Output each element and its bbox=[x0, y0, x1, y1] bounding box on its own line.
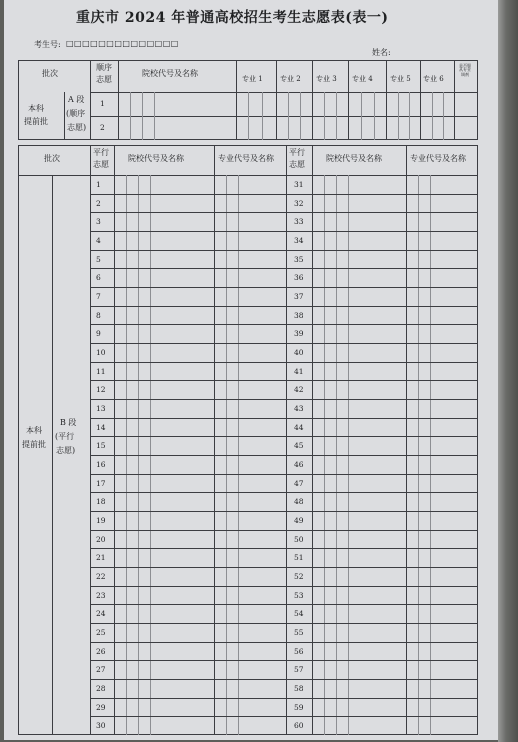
table-row-line bbox=[90, 343, 478, 344]
a-segment-2: (顺序 bbox=[66, 109, 86, 118]
b-segment-3: 志愿) bbox=[56, 446, 76, 455]
b-right-row-number: 39 bbox=[294, 329, 304, 338]
b-left-row-number: 6 bbox=[96, 273, 101, 282]
table-row-line bbox=[90, 250, 478, 251]
a-segment-3: 志愿) bbox=[67, 123, 87, 132]
b-right-row-number: 34 bbox=[294, 236, 304, 245]
table-row-line bbox=[90, 492, 478, 493]
b-right-row-number: 32 bbox=[294, 199, 304, 208]
b-header-parallel-1: 平行 bbox=[93, 148, 109, 157]
b-right-row-number: 43 bbox=[294, 404, 304, 413]
a-header-major-3: 专业 3 bbox=[316, 75, 337, 83]
b-right-row-number: 58 bbox=[294, 684, 304, 693]
b-right-row-number: 53 bbox=[294, 591, 304, 600]
b-header-major-left: 专业代号及名称 bbox=[218, 154, 274, 163]
b-right-row-number: 33 bbox=[294, 217, 304, 226]
b-left-row-number: 27 bbox=[96, 665, 106, 674]
table-row-line bbox=[90, 231, 478, 232]
b-left-row-number: 22 bbox=[96, 572, 106, 581]
table-row-line bbox=[90, 474, 478, 475]
b-header-parallel-right-2: 志愿 bbox=[289, 160, 305, 169]
b-left-row-number: 9 bbox=[96, 329, 101, 338]
b-left-row-number: 17 bbox=[96, 479, 106, 488]
b-left-row-number: 30 bbox=[96, 721, 106, 730]
b-right-row-number: 55 bbox=[294, 628, 304, 637]
b-segment-1: B 段 bbox=[60, 418, 77, 427]
table-row-line bbox=[90, 698, 478, 699]
b-header-parallel-right-1: 平行 bbox=[289, 148, 305, 157]
b-left-row-number: 3 bbox=[96, 217, 101, 226]
a-header-order-1: 顺序 bbox=[96, 63, 112, 72]
b-right-row-number: 35 bbox=[294, 255, 304, 264]
b-segment-2: (平行 bbox=[55, 432, 75, 441]
b-right-row-number: 40 bbox=[294, 348, 304, 357]
b-right-row-number: 52 bbox=[294, 572, 304, 581]
b-right-row-number: 45 bbox=[294, 441, 304, 450]
b-left-row-number: 23 bbox=[96, 591, 106, 600]
table-row-line bbox=[90, 642, 478, 643]
b-header-school-right: 院校代号及名称 bbox=[326, 154, 382, 163]
b-right-row-number: 36 bbox=[294, 273, 304, 282]
table-row-line bbox=[90, 306, 478, 307]
b-left-row-number: 28 bbox=[96, 684, 106, 693]
a-batch-1: 本科 bbox=[28, 104, 44, 113]
form-title: 重庆市 2024 年普通高校招生考生志愿表(表一) bbox=[76, 10, 389, 26]
b-left-row-number: 2 bbox=[96, 199, 101, 208]
b-left-row-number: 29 bbox=[96, 703, 106, 712]
table-row-line bbox=[90, 548, 478, 549]
b-right-row-number: 31 bbox=[294, 180, 304, 189]
b-right-row-number: 42 bbox=[294, 385, 304, 394]
b-left-row-number: 14 bbox=[96, 423, 106, 432]
b-left-row-number: 8 bbox=[96, 311, 101, 320]
b-left-row-number: 24 bbox=[96, 609, 106, 618]
table-b-parallel bbox=[18, 145, 478, 735]
table-row-line bbox=[90, 380, 478, 381]
b-right-row-number: 44 bbox=[294, 423, 304, 432]
a-header-batch: 批次 bbox=[42, 69, 58, 78]
a-header-adjust: 是否服从专业调剂 bbox=[459, 63, 471, 77]
exam-number-label: 考生号: bbox=[34, 40, 61, 49]
b-left-row-number: 19 bbox=[96, 516, 106, 525]
b-left-row-number: 25 bbox=[96, 628, 106, 637]
b-left-row-number: 15 bbox=[96, 441, 106, 450]
table-row-line bbox=[90, 567, 478, 568]
table-row-line bbox=[90, 399, 478, 400]
table-row-line bbox=[90, 362, 478, 363]
a-header-major-6: 专业 6 bbox=[423, 75, 444, 83]
b-right-row-number: 49 bbox=[294, 516, 304, 525]
desk-edge bbox=[498, 0, 518, 742]
b-left-row-number: 13 bbox=[96, 404, 106, 413]
name-label: 姓名: bbox=[372, 48, 391, 57]
b-left-row-number: 20 bbox=[96, 535, 106, 544]
b-left-row-number: 26 bbox=[96, 647, 106, 656]
a-header-major-2: 专业 2 bbox=[280, 75, 301, 83]
table-row-line bbox=[90, 324, 478, 325]
b-right-row-number: 56 bbox=[294, 647, 304, 656]
table-row-line bbox=[90, 679, 478, 680]
b-batch-1: 本科 bbox=[26, 426, 42, 435]
table-row-line bbox=[90, 623, 478, 624]
b-right-row-number: 51 bbox=[294, 553, 304, 562]
b-left-row-number: 11 bbox=[96, 367, 106, 376]
b-right-row-number: 59 bbox=[294, 703, 304, 712]
table-row-line bbox=[90, 604, 478, 605]
b-right-row-number: 38 bbox=[294, 311, 304, 320]
exam-number-boxes[interactable]: □□□□□□□□□□□□□□ bbox=[66, 39, 179, 48]
table-row-line bbox=[90, 268, 478, 269]
b-right-row-number: 41 bbox=[294, 367, 304, 376]
a-header-order-2: 志愿 bbox=[96, 75, 112, 84]
table-row-line bbox=[90, 660, 478, 661]
a-row-number: 2 bbox=[100, 123, 105, 132]
table-row-line bbox=[90, 418, 478, 419]
table-row-line bbox=[90, 455, 478, 456]
a-header-major-4: 专业 4 bbox=[352, 75, 373, 83]
b-header-batch: 批次 bbox=[44, 154, 60, 163]
b-right-row-number: 37 bbox=[294, 292, 304, 301]
a-header-major-5: 专业 5 bbox=[390, 75, 411, 83]
b-left-row-number: 12 bbox=[96, 385, 106, 394]
table-row-line bbox=[90, 716, 478, 717]
b-left-row-number: 7 bbox=[96, 292, 101, 301]
table-a-sequential bbox=[18, 60, 478, 140]
b-right-row-number: 47 bbox=[294, 479, 304, 488]
table-row-line bbox=[90, 586, 478, 587]
name-field[interactable] bbox=[396, 48, 456, 58]
table-row-line bbox=[90, 212, 478, 213]
b-header-school-left: 院校代号及名称 bbox=[128, 154, 184, 163]
b-right-row-number: 54 bbox=[294, 609, 304, 618]
b-right-row-number: 57 bbox=[294, 665, 304, 674]
b-left-row-number: 21 bbox=[96, 553, 106, 562]
b-left-row-number: 4 bbox=[96, 236, 101, 245]
b-right-row-number: 50 bbox=[294, 535, 304, 544]
a-header-major-1: 专业 1 bbox=[242, 75, 263, 83]
b-left-row-number: 1 bbox=[96, 180, 101, 189]
b-header-major-right: 专业代号及名称 bbox=[410, 154, 466, 163]
table-row-line bbox=[90, 436, 478, 437]
b-left-row-number: 16 bbox=[96, 460, 106, 469]
a-segment-1: A 段 bbox=[68, 95, 85, 104]
b-right-row-number: 60 bbox=[294, 721, 304, 730]
b-left-row-number: 10 bbox=[96, 348, 106, 357]
a-batch-2: 提前批 bbox=[24, 117, 48, 126]
b-right-row-number: 46 bbox=[294, 460, 304, 469]
table-row-line bbox=[90, 530, 478, 531]
b-header-parallel-2: 志愿 bbox=[93, 160, 109, 169]
a-header-school: 院校代号及名称 bbox=[142, 69, 198, 78]
b-batch-2: 提前批 bbox=[22, 440, 46, 449]
table-row-line bbox=[90, 287, 478, 288]
a-row-number: 1 bbox=[100, 99, 105, 108]
table-row-line bbox=[90, 194, 478, 195]
b-left-row-number: 5 bbox=[96, 255, 101, 264]
b-left-row-number: 18 bbox=[96, 497, 106, 506]
b-right-row-number: 48 bbox=[294, 497, 304, 506]
volunteer-form-sheet bbox=[4, 0, 498, 740]
table-row-line bbox=[90, 511, 478, 512]
